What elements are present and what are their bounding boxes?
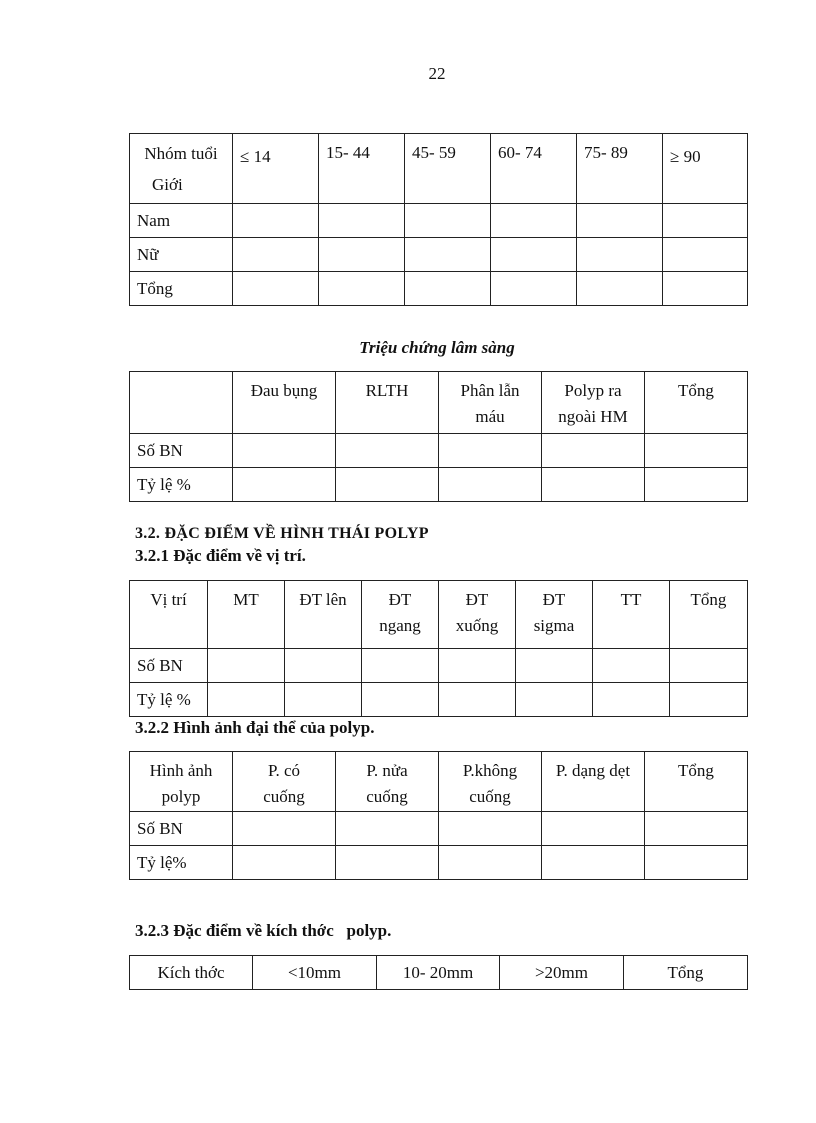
symptom-header: Polyp ra ngoài HM [542, 372, 645, 434]
age-group-label: Nhóm tuổi [144, 144, 218, 163]
location-header: ĐT sigma [516, 581, 593, 649]
age-header: 45- 59 [405, 134, 491, 204]
symptom-header: Đau bụng [233, 372, 336, 434]
size-header: >20mm [500, 956, 624, 990]
table-row [130, 683, 748, 717]
row-label: Tổng [130, 272, 233, 306]
macroscopic-header: P. dạng dẹt [542, 752, 645, 812]
row-label: Tỷ lệ% [130, 846, 233, 880]
macroscopic-header: Hình ảnh polyp [130, 752, 233, 812]
age-header: 75- 89 [577, 134, 663, 204]
symptoms-caption: Triệu chứng lâm sàng [359, 338, 515, 357]
age-header: 60- 74 [491, 134, 577, 204]
table-row [130, 649, 748, 683]
size-header: 10- 20mm [377, 956, 500, 990]
location-header: Tổng [670, 581, 748, 649]
empty-header-cell [130, 372, 233, 434]
location-header: MT [208, 581, 285, 649]
location-header: ĐT lên [285, 581, 362, 649]
table-row [130, 204, 748, 238]
row-label: Nam [130, 204, 233, 238]
row-label: Số BN [130, 812, 233, 846]
table-row [130, 468, 748, 502]
location-table [129, 580, 748, 717]
table-row [130, 272, 748, 306]
symptom-header: Tổng [645, 372, 748, 434]
age-sex-corner-cell [130, 134, 233, 204]
symptoms-table [129, 371, 748, 502]
row-label: Số BN [130, 434, 233, 468]
macroscopic-header: P.không cuống [439, 752, 542, 812]
row-label: Số BN [130, 649, 208, 683]
size-header: Kích thớc [130, 956, 253, 990]
location-header: ĐT xuống [439, 581, 516, 649]
macroscopic-header: P. nửa cuống [336, 752, 439, 812]
table-row [130, 846, 748, 880]
sex-label: Giới [152, 175, 183, 194]
table-row [130, 434, 748, 468]
row-label: Tỷ lệ % [130, 468, 233, 502]
row-label: Tỷ lệ % [130, 683, 208, 717]
symptom-header: Phân lẫn máu [439, 372, 542, 434]
table-row [130, 812, 748, 846]
macroscopic-header: P. có cuống [233, 752, 336, 812]
section-3-2-title: 3.2. ĐẶC ĐIỂM VỀ HÌNH THÁI POLYP [135, 525, 429, 542]
location-header: Vị trí [130, 581, 208, 649]
table-row [130, 238, 748, 272]
age-header: 15- 44 [319, 134, 405, 204]
section-3-2-1-title: 3.2.1 Đặc điểm về vị trí. [135, 546, 306, 565]
page-number: 22 [428, 64, 446, 83]
age-header: ≥ 90 [663, 134, 748, 204]
location-header: ĐT ngang [362, 581, 439, 649]
age-header: ≤ 14 [233, 134, 319, 204]
macroscopic-header: Tổng [645, 752, 748, 812]
symptom-header: RLTH [336, 372, 439, 434]
age-sex-table [129, 133, 748, 306]
section-3-2-3-title: 3.2.3 Đặc điểm về kích thớc polyp. [135, 921, 392, 940]
size-header: Tổng [624, 956, 748, 990]
row-label: Nữ [130, 238, 233, 272]
size-table [129, 955, 748, 990]
section-3-2-2-title: 3.2.2 Hình ảnh đại thể của polyp. [135, 718, 375, 737]
location-header: TT [593, 581, 670, 649]
macroscopic-table [129, 751, 748, 880]
size-header: <10mm [253, 956, 377, 990]
